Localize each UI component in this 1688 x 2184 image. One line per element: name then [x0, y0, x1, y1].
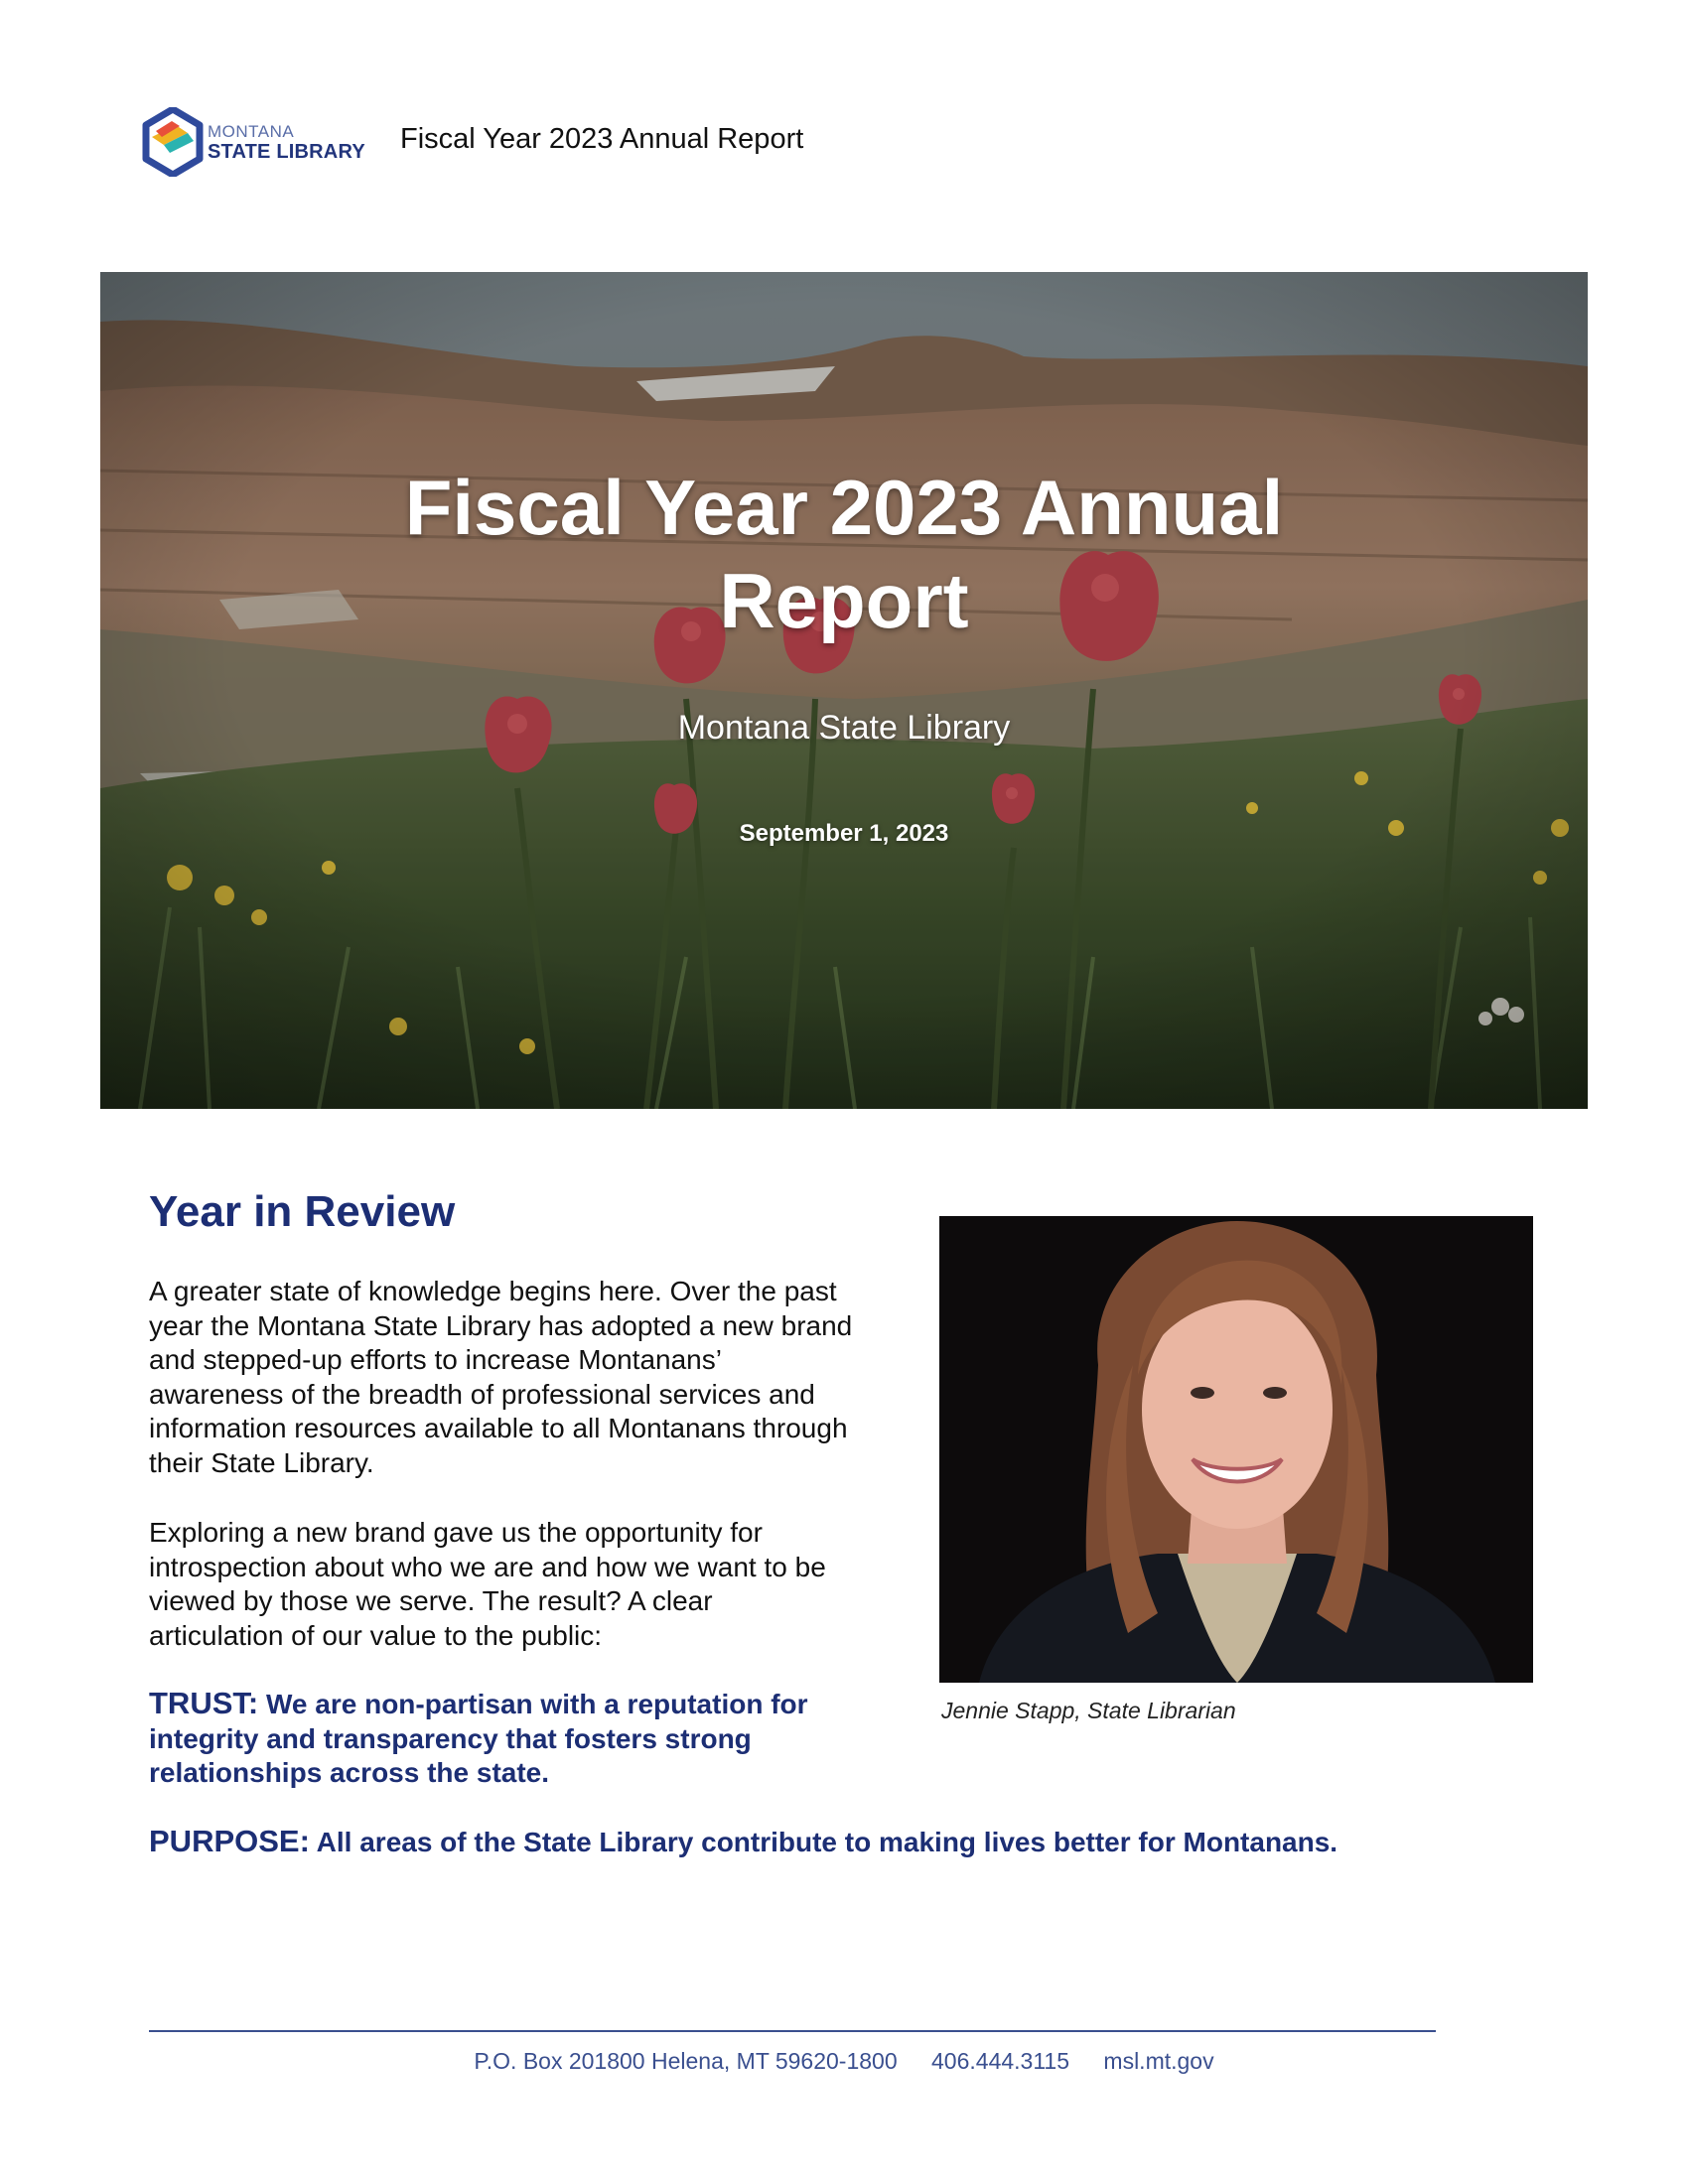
hero-landscape-image [100, 272, 1588, 1109]
logo-text-state-library: STATE LIBRARY [208, 140, 365, 163]
paragraph-line: year the Montana State Library has adopted a new brand [149, 1309, 853, 1341]
value-trust-text: We are non-partisan with a reputation for [258, 1689, 808, 1719]
value-trust-text: integrity and transparency that fosters strong [149, 1722, 752, 1754]
logo-text-montana: MONTANA [208, 121, 295, 141]
value-purpose-text: All areas of the State Library contribute to making lives better for Montanans. [309, 1827, 1338, 1857]
paragraph-line: information resources available to all Montanans through [149, 1413, 848, 1443]
value-purpose [149, 1825, 1337, 1860]
paragraph-line: awareness of the breadth of professional services and [149, 1378, 815, 1410]
value-trust [149, 1687, 808, 1791]
paragraph-line: introspection about who we are and how we want to be [149, 1551, 826, 1582]
footer-divider [149, 2030, 1436, 2032]
paragraph-line: viewed by those we serve. The result? A clear [149, 1585, 713, 1616]
portrait-photo [939, 1216, 1533, 1683]
paragraph-line: their State Library. [149, 1446, 374, 1478]
hero-date: September 1, 2023 [739, 820, 949, 847]
portrait-image [939, 1216, 1533, 1683]
value-purpose-label: PURPOSE: [149, 1824, 310, 1858]
hero-title-line1: Fiscal Year 2023 Annual [404, 464, 1284, 551]
hero-subtitle: Montana State Library [677, 709, 1011, 747]
paragraph-2 [149, 1516, 923, 1653]
value-trust-text: relationships across the state. [149, 1757, 550, 1788]
header-title: Fiscal Year 2023 Annual Report [400, 123, 804, 155]
paragraph-line: Exploring a new brand gave us the opportunity for [149, 1517, 763, 1548]
paragraph-1 [149, 1275, 923, 1480]
montana-state-library-logo [142, 107, 365, 177]
footer-address: P.O. Box 201800 Helena, MT 59620-1800 [474, 2048, 898, 2074]
hero-title [100, 461, 1588, 647]
footer-phone: 406.444.3115 [931, 2048, 1070, 2074]
section-heading: Year in Review [149, 1187, 456, 1236]
logo-mark-icon [142, 107, 204, 177]
hero-title-line2: Report [719, 557, 969, 644]
header-logo [142, 107, 365, 177]
footer [0, 2048, 1688, 2075]
portrait-caption: Jennie Stapp, State Librarian [941, 1698, 1236, 1723]
footer-website[interactable]: msl.mt.gov [1103, 2048, 1214, 2074]
paragraph-line: A greater state of knowledge begins here. Over the past [149, 1276, 837, 1306]
paragraph-line: and stepped-up efforts to increase Montanans’ [149, 1344, 722, 1375]
value-trust-label: TRUST: [149, 1686, 259, 1720]
paragraph-line: articulation of our value to the public: [149, 1619, 603, 1651]
hero-banner [100, 272, 1588, 1109]
